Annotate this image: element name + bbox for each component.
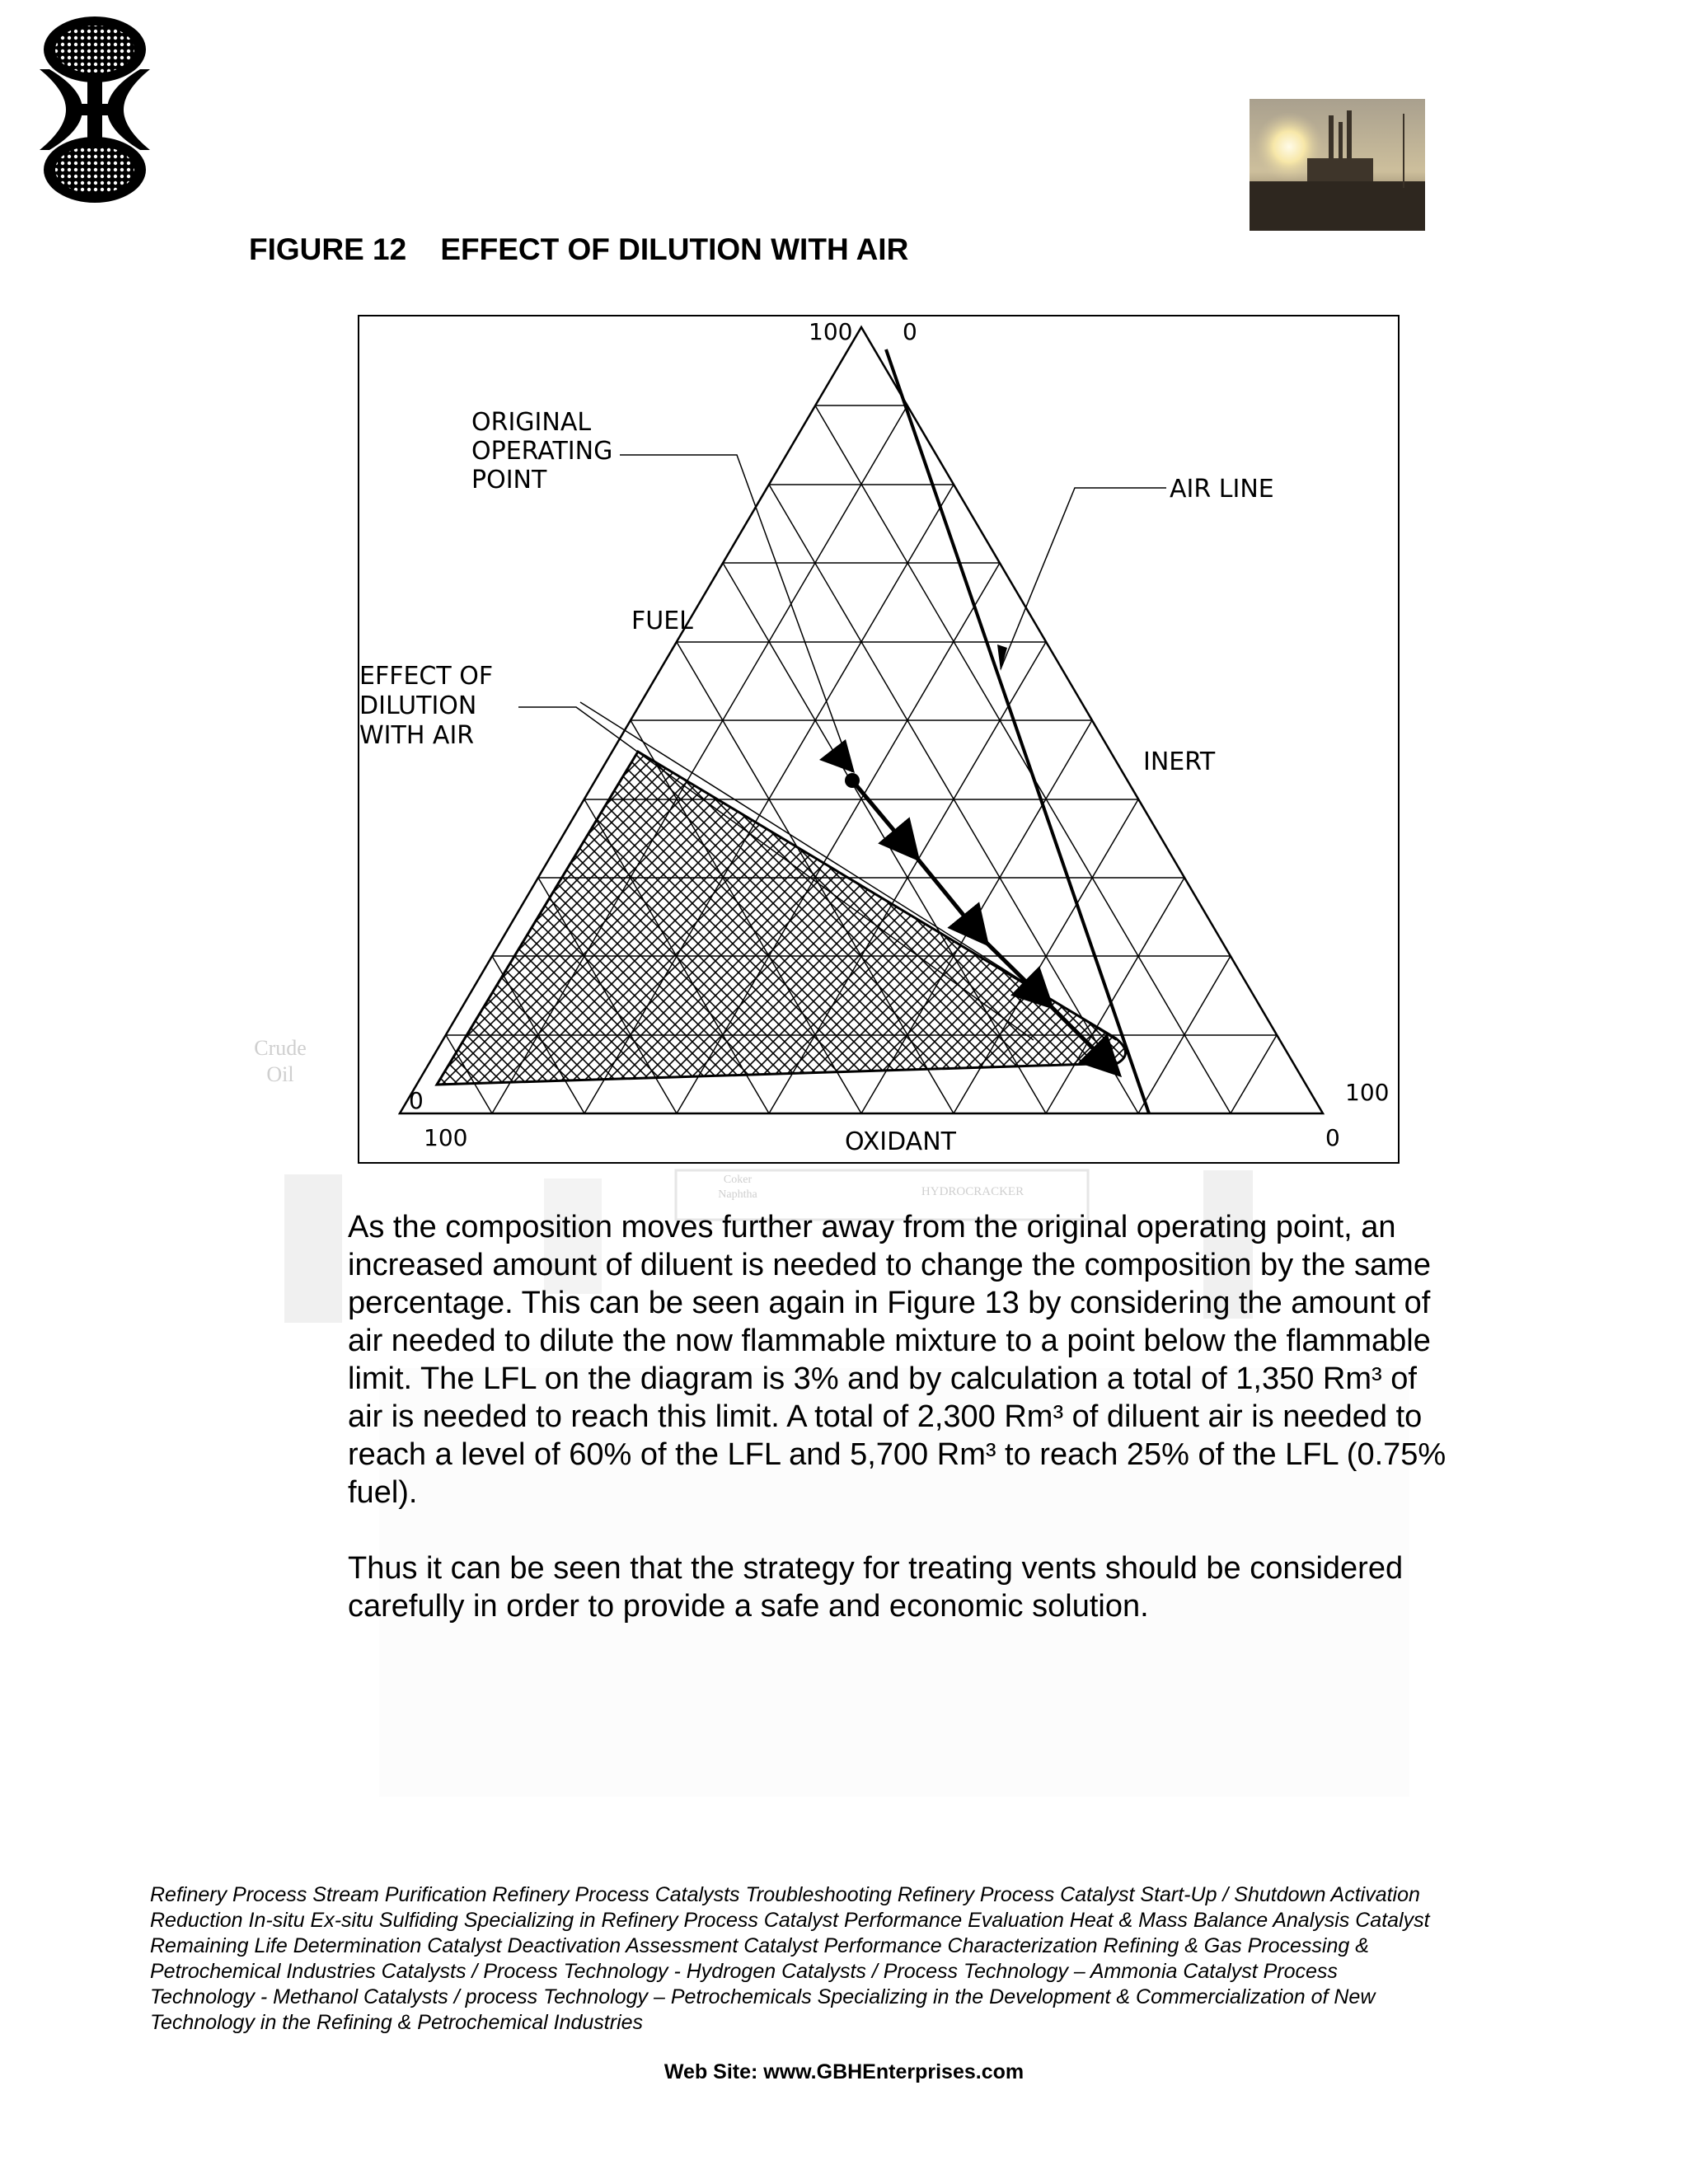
tick-bottom-100: 100 xyxy=(424,1124,468,1151)
figure-title: FIGURE 12 EFFECT OF DILUTION WITH AIR xyxy=(249,232,909,266)
watermark-coker-2: Naphtha xyxy=(718,1188,757,1201)
tick-left-0: 0 xyxy=(409,1087,424,1114)
label-original-2: OPERATING xyxy=(471,437,613,466)
website-link[interactable]: Web Site: www.GBHEnterprises.com xyxy=(663,2060,1025,2083)
company-logo-icon xyxy=(33,15,157,204)
watermark-crude-oil-1: Crude xyxy=(254,1036,307,1060)
label-original-3: POINT xyxy=(471,466,547,494)
watermark-coker-1: Coker xyxy=(723,1174,753,1186)
body-text xyxy=(348,1208,1452,1663)
label-inert: INERT xyxy=(1143,748,1216,776)
watermark-crude-oil-2: Oil xyxy=(266,1062,294,1086)
ternary-diagram xyxy=(358,315,1400,1164)
label-effect-1: EFFECT OF xyxy=(359,662,494,691)
tick-top-0: 0 xyxy=(903,318,917,345)
original-operating-point-marker xyxy=(845,773,860,788)
tick-top-100: 100 xyxy=(809,318,853,345)
refinery-sunset-photo xyxy=(1250,99,1425,231)
label-oxidant: OXIDANT xyxy=(845,1127,956,1156)
tick-bottom-0: 0 xyxy=(1325,1124,1340,1151)
label-fuel: FUEL xyxy=(631,607,693,635)
label-effect-3: WITH AIR xyxy=(359,721,475,750)
tick-right-100: 100 xyxy=(1345,1079,1390,1106)
paragraph-dilution: As the composition moves further away from the original operating point, an increased amount of diluent is needed to change the composition by the same percentage. This can be seen again in Figure 13 by considering the amount of air needed to dilute the now flammable mixture to a point below the flammable limit. The LFL on the diagram is 3% and by calculation a total of 1,350 Rm³ of air is needed to reach this limit. A total of 2,300 Rm³ of diluent air is needed to reach a level of 60% of the LFL and 5,700 Rm³ to reach 25% of the LFL (0.75% fuel). xyxy=(348,1210,1447,1510)
label-original-1: ORIGINAL xyxy=(471,408,592,437)
watermark-hydrocracker: HYDROCRACKER xyxy=(921,1185,1025,1198)
label-air-line: AIR LINE xyxy=(1170,475,1274,504)
footer-services: Refinery Process Stream Purification Refinery Process Catalysts Troubleshooting Refinery Process Catalyst Start-Up / Shutdown Activation Reduction In-situ Ex-situ Sulfiding Specializing in Refinery Process Catalyst Performance Evaluation Heat & Mass Balance Analysis Catalyst Remaining Life Determination Catalyst Deactivation Assessment Catalyst Performance Characterization Refining & Gas Processing & Petrochemical Industries Catalysts / Process Technology - Hydrogen Catalysts / Process Technology – Ammonia Catalyst Process Technology - Methanol Catalysts / process Technology – Petrochemicals Specializing in the Development & Commercialization of New Technology in the Refining & Petrochemical Industries xyxy=(150,1883,1430,2034)
label-effect-2: DILUTION xyxy=(359,691,477,720)
paragraph-strategy: Thus it can be seen that the strategy for treating vents should be considered carefully in order to provide a safe and economic solution. xyxy=(348,1551,1404,1624)
